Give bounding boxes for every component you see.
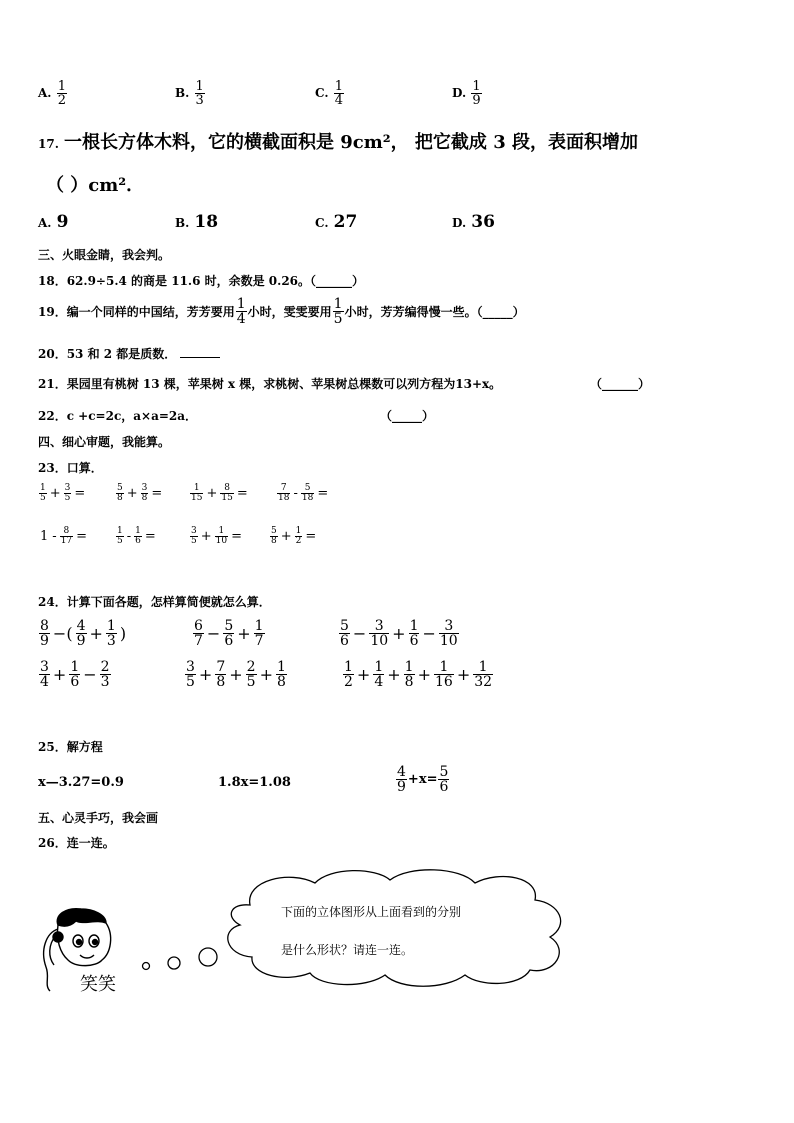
plus-sign: +: [198, 665, 213, 684]
plus-sign: +: [280, 529, 292, 544]
q22-answer-blank[interactable]: （_____）: [380, 409, 435, 423]
fraction: $\frac{1}{6}$: [409, 618, 419, 649]
option-label: C.: [315, 216, 329, 230]
option-label: B.: [175, 216, 190, 230]
fraction: $\frac{4}{9}$: [397, 764, 406, 795]
fraction: $\frac{3}{8}$: [141, 483, 148, 503]
fraction: $\frac{1}{8}$: [276, 659, 286, 690]
plus-sign: +: [49, 486, 61, 501]
fraction: $\frac{3}{5}$: [191, 526, 197, 546]
fraction: $\frac{1}{6}$: [70, 659, 80, 690]
q21: 21．果园里有桃树 13 棵，苹果树 x 棵，求桃树、苹果树总棵数可以列方程为13+x。: [38, 377, 502, 391]
q23-item-7: [189, 527, 244, 546]
minus-sign: -: [126, 529, 132, 544]
plus-sign: +: [206, 486, 218, 501]
q24-item-5: [184, 660, 288, 689]
fraction: $\frac{1}{5}$: [333, 296, 343, 327]
fraction: $\frac{5}{8}$: [117, 483, 123, 503]
thought-cloud-icon: [130, 865, 600, 995]
question-text: 小时，芳芳编得慢一些。（_____）: [344, 305, 525, 319]
plus-sign: +: [456, 665, 471, 684]
minus-sign: -: [52, 529, 57, 544]
fraction: $\frac{3}{4}$: [40, 659, 49, 690]
fraction: $\frac{5}{6}$: [224, 618, 234, 649]
fraction: $\frac{1}{16}$: [434, 659, 453, 690]
fraction: $\frac{2}{3}$: [100, 659, 110, 690]
fraction: $\frac{1}{2}$: [57, 79, 66, 108]
minus-sign: −: [352, 624, 367, 643]
q23-item-5: [38, 527, 89, 546]
q19: [38, 297, 525, 326]
fraction: $\frac{1}{4}$: [236, 296, 246, 327]
fraction: $\frac{1}{5}$: [117, 526, 123, 546]
question-text: 一根长方体木料，它的横截面积是 9cm²， 把它截成 3 段，表面积增加: [63, 132, 638, 153]
q24-item-1: [38, 619, 128, 648]
q25-eq-2: 1.8x=1.08: [218, 775, 291, 790]
number: 1: [40, 529, 49, 544]
q18: 18．62.9÷5.4 的商是 11.6 时，余数是 0.26。（______）: [38, 274, 365, 288]
fraction: $\frac{1}{3}$: [195, 79, 204, 108]
fraction: $\frac{7}{8}$: [216, 659, 226, 690]
q16-option-b[interactable]: [175, 80, 206, 107]
fraction: $\frac{1}{4}$: [374, 659, 384, 690]
fraction: $\frac{3}{10}$: [439, 618, 458, 649]
q23-item-4: [276, 484, 330, 503]
q17-option-b[interactable]: [175, 212, 218, 232]
plus-sign: +: [356, 665, 371, 684]
question-text: 19．编一个同样的中国结，芳芳要用: [38, 305, 235, 319]
fraction: $\frac{8}{17}$: [60, 526, 73, 546]
q24-item-3: [338, 619, 460, 648]
question-number: 17.: [38, 137, 59, 151]
fraction: $\frac{1}{4}$: [334, 79, 343, 108]
fraction: $\frac{1}{10}$: [215, 526, 228, 546]
q25-eq-3: [395, 765, 450, 794]
section-4-heading: 四、细心审题，我能算。: [38, 435, 171, 449]
question-text: 小时，雯雯要用: [247, 305, 332, 319]
question-text: 20．53 和 2 都是质数．: [38, 347, 177, 361]
equals-sign: =: [231, 529, 242, 544]
q16-option-c[interactable]: [315, 80, 345, 107]
fraction: $\frac{3}{5}$: [186, 659, 195, 690]
fraction: $\frac{1}{6}$: [135, 526, 141, 546]
fraction: $\frac{1}{15}$: [191, 483, 203, 503]
fraction: $\frac{8}{15}$: [221, 483, 233, 503]
plus-sign: +: [126, 486, 138, 501]
q25-eq-1: x—3.27=0.9: [38, 775, 124, 790]
q24-title: 24．计算下面各题，怎样算简便就怎么算．: [38, 595, 271, 609]
q23-item-8: [269, 527, 318, 546]
fraction: $\frac{1}{7}$: [254, 618, 264, 649]
q17-line2: （ ）cm²．: [46, 175, 145, 196]
fraction: $\frac{4}{9}$: [76, 618, 86, 649]
q23-item-1: [38, 484, 87, 503]
fraction: $\frac{1}{32}$: [474, 659, 493, 690]
q16-option-a[interactable]: [38, 80, 68, 107]
plus-sign: +: [52, 665, 67, 684]
equals-sign: =: [305, 529, 317, 544]
plus-sign: +: [392, 624, 406, 643]
fraction: $\frac{6}{7}$: [194, 618, 203, 649]
equals-sign: =: [317, 486, 329, 501]
option-value: 18: [194, 212, 219, 232]
option-label: B.: [175, 86, 190, 100]
minus-sign: -: [293, 486, 298, 501]
fraction: $\frac{5}{18}$: [301, 483, 314, 503]
q23-item-3: [189, 484, 250, 503]
option-label: A.: [38, 216, 52, 230]
fraction: $\frac{3}{10}$: [370, 618, 389, 649]
option-label: C.: [315, 86, 329, 100]
answer-blank[interactable]: [180, 346, 220, 358]
option-value: 9: [56, 212, 69, 232]
q17-line1: [38, 128, 638, 154]
q25-title: 25．解方程: [38, 740, 103, 754]
option-label: D.: [452, 216, 467, 230]
fraction: $\frac{1}{8}$: [404, 659, 414, 690]
fraction: $\frac{2}{5}$: [246, 659, 256, 690]
fraction: $\frac{1}{2}$: [295, 526, 302, 546]
minus-sign: −: [206, 624, 221, 643]
equation-text: +x=: [407, 772, 438, 787]
q23-title: 23．口算．: [38, 461, 103, 475]
fraction: $\frac{1}{2}$: [344, 659, 353, 690]
minus-sign: −: [422, 624, 436, 643]
q17-option-d[interactable]: [452, 212, 495, 232]
plus-sign: +: [229, 665, 243, 684]
q21-answer-blank[interactable]: （______）: [590, 377, 651, 391]
fraction: $\frac{5}{6}$: [439, 764, 449, 795]
girl-name: 笑笑: [80, 974, 116, 995]
q23-item-6: [115, 527, 158, 546]
plus-sign: +: [200, 529, 212, 544]
fraction: $\frac{3}{5}$: [64, 483, 71, 503]
fraction: $\frac{5}{6}$: [340, 618, 349, 649]
equals-sign: =: [151, 486, 163, 501]
fraction: $\frac{1}{3}$: [106, 618, 116, 649]
q24-item-4: [38, 660, 112, 689]
q22: 22．c +c=2c，a×a=2a．: [38, 409, 198, 423]
section-5-heading: 五、心灵手巧，我会画: [38, 811, 159, 825]
fraction: $\frac{5}{8}$: [271, 526, 277, 546]
fraction: $\frac{1}{9}$: [472, 79, 481, 108]
fraction: $\frac{1}{5}$: [40, 483, 46, 503]
plus-sign: +: [387, 665, 401, 684]
option-label: D.: [452, 86, 467, 100]
minus-sign: −(: [52, 624, 73, 643]
section-3-heading: 三、火眼金睛，我会判。: [38, 248, 171, 262]
q17-option-a[interactable]: [38, 212, 68, 232]
plus-sign: +: [89, 624, 103, 643]
option-value: 36: [471, 212, 495, 232]
equals-sign: =: [144, 529, 156, 544]
q23-item-2: [115, 484, 164, 503]
plus-sign: +: [259, 665, 273, 684]
option-label: A.: [38, 86, 52, 100]
equals-sign: =: [236, 486, 248, 501]
minus-sign: −: [83, 665, 97, 684]
q26-title: 26．连一连。: [38, 836, 115, 850]
equals-sign: =: [74, 486, 86, 501]
fraction: $\frac{7}{18}$: [278, 483, 290, 503]
paren: ): [119, 624, 127, 643]
plus-sign: +: [417, 665, 431, 684]
q24-item-2: [192, 619, 266, 648]
option-value: 27: [333, 212, 358, 232]
q24-item-6: [342, 660, 494, 689]
fraction: $\frac{8}{9}$: [40, 618, 49, 649]
plus-sign: +: [237, 624, 251, 643]
q16-option-d[interactable]: [452, 80, 483, 107]
cloud-text-line-1: 下面的立体图形从上面看到的分别: [281, 905, 462, 919]
equals-sign: =: [76, 529, 88, 544]
q20: [38, 345, 220, 362]
cloud-text-line-2: 是什么形状？请连一连。: [281, 943, 414, 957]
q17-option-c[interactable]: [315, 212, 357, 232]
